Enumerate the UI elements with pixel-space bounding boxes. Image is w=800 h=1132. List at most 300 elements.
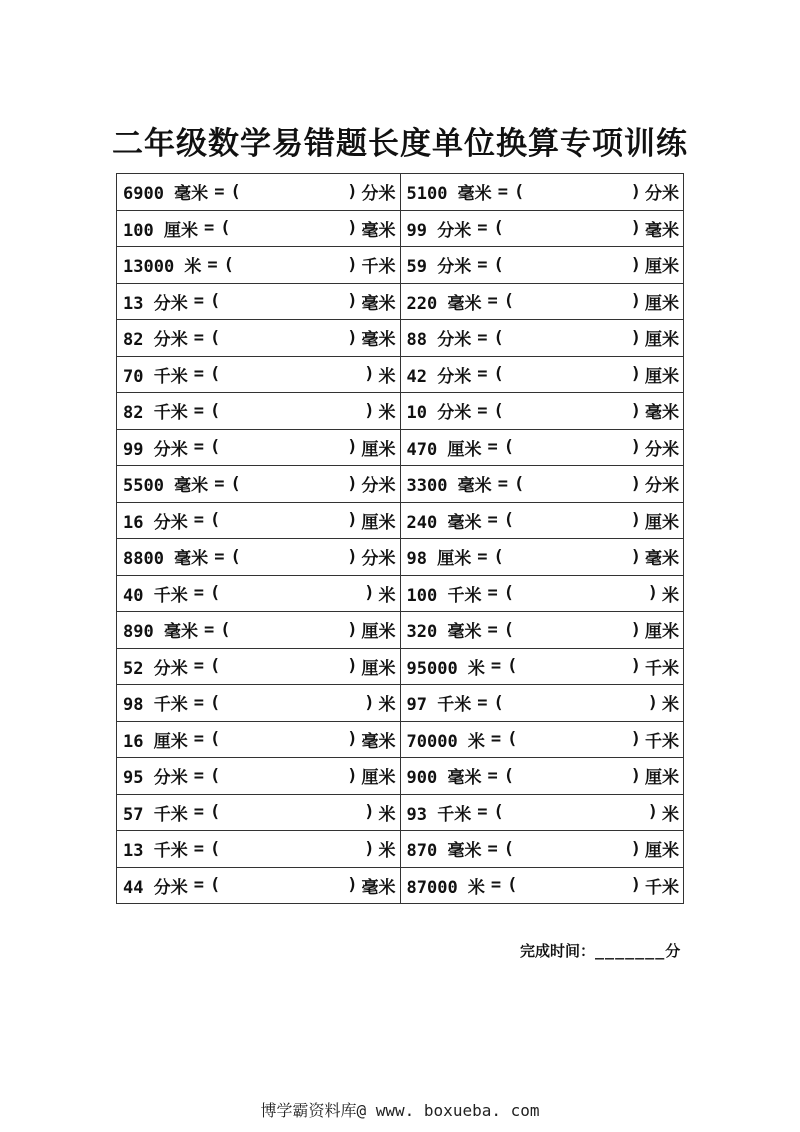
question-line (123, 873, 400, 898)
close-paren: ) (630, 254, 641, 275)
question-line (407, 800, 684, 825)
open-paren: ( (209, 364, 221, 385)
target-unit: 厘米 (645, 366, 679, 387)
conversion-question (400, 831, 684, 868)
equals-sign: = (477, 546, 488, 567)
equals-sign: = (203, 619, 215, 640)
close-paren: ) (347, 437, 358, 458)
equals-sign: = (193, 327, 204, 348)
question-line (407, 325, 684, 350)
equals-sign: = (207, 254, 218, 275)
equals-sign: = (193, 875, 204, 896)
question-quantity: 6900 毫米 (123, 184, 209, 205)
table-row (117, 247, 684, 284)
equals-sign: = (487, 437, 498, 458)
question-line (407, 654, 684, 679)
open-paren: ( (209, 327, 221, 348)
question-quantity: 470 厘米 (406, 439, 482, 460)
question-line (123, 800, 400, 825)
conversion-question (400, 429, 684, 466)
table-row (117, 794, 684, 831)
question-line (123, 179, 400, 204)
target-unit: 米 (378, 695, 396, 716)
question-line (407, 690, 684, 715)
exercise-table (116, 173, 684, 904)
conversion-question (400, 210, 684, 247)
open-paren: ( (493, 400, 504, 421)
question-line (123, 508, 400, 533)
target-unit: 毫米 (361, 877, 396, 898)
question-line (123, 836, 400, 861)
equals-sign: = (490, 875, 502, 896)
question-line (123, 289, 400, 314)
table-row (117, 320, 684, 357)
close-paren: ) (347, 181, 358, 202)
question-line (123, 544, 400, 569)
close-paren: ) (647, 802, 658, 823)
close-paren: ) (364, 400, 375, 421)
close-paren: ) (630, 838, 641, 859)
equals-sign: = (477, 327, 488, 348)
open-paren: ( (209, 291, 221, 312)
open-paren: ( (230, 546, 241, 567)
conversion-question (400, 867, 684, 904)
target-unit: 米 (378, 804, 396, 825)
table-row (117, 283, 684, 320)
close-paren: ) (630, 218, 641, 239)
open-paren: ( (230, 473, 241, 494)
open-paren: ( (493, 218, 504, 239)
question-line (123, 581, 400, 606)
target-unit: 米 (662, 695, 679, 716)
open-paren: ( (507, 656, 518, 677)
equals-sign: = (477, 218, 488, 239)
question-line (407, 544, 684, 569)
conversion-question (400, 758, 684, 795)
table-row (117, 685, 684, 722)
target-unit: 分米 (645, 439, 679, 460)
target-unit: 分米 (645, 184, 679, 205)
equals-sign: = (193, 765, 204, 786)
close-paren: ) (630, 291, 641, 312)
question-line (407, 435, 684, 460)
table-row (117, 648, 684, 685)
target-unit: 千米 (645, 877, 679, 898)
question-line (407, 362, 684, 387)
table-row (117, 831, 684, 868)
target-unit: 厘米 (645, 512, 679, 533)
equals-sign: = (193, 802, 204, 823)
close-paren: ) (364, 802, 375, 823)
close-paren: ) (347, 875, 358, 896)
question-line (407, 763, 684, 788)
table-row (117, 721, 684, 758)
close-paren: ) (630, 729, 641, 750)
equals-sign: = (193, 437, 204, 458)
open-paren: ( (493, 364, 504, 385)
question-quantity: 40 千米 (123, 585, 188, 606)
open-paren: ( (507, 875, 518, 896)
open-paren: ( (209, 656, 221, 677)
question-line (123, 362, 400, 387)
conversion-question (117, 575, 401, 612)
table-row (117, 393, 684, 430)
close-paren: ) (347, 619, 358, 640)
target-unit: 毫米 (361, 293, 396, 314)
question-quantity: 5500 毫米 (123, 476, 209, 497)
target-unit: 厘米 (361, 439, 396, 460)
question-quantity: 13 分米 (123, 293, 188, 314)
close-paren: ) (647, 692, 658, 713)
open-paren: ( (223, 254, 234, 275)
conversion-question (117, 393, 401, 430)
question-line (407, 179, 684, 204)
open-paren: ( (209, 838, 221, 859)
equals-sign: = (193, 510, 204, 531)
open-paren: ( (503, 291, 514, 312)
question-quantity: 16 厘米 (123, 731, 188, 752)
target-unit: 毫米 (361, 731, 396, 752)
equals-sign: = (193, 656, 204, 677)
target-unit: 分米 (361, 476, 396, 497)
equals-sign: = (193, 583, 204, 604)
open-paren: ( (513, 181, 525, 202)
target-unit: 毫米 (645, 403, 679, 424)
equals-sign: = (487, 619, 498, 640)
equals-sign: = (193, 400, 204, 421)
close-paren: ) (347, 656, 358, 677)
target-unit: 分米 (645, 476, 679, 497)
question-line (407, 617, 684, 642)
conversion-question (400, 320, 684, 357)
open-paren: ( (230, 181, 241, 202)
question-quantity: 240 毫米 (406, 512, 482, 533)
completion-time-label: 完成时间： (520, 942, 596, 960)
question-line (407, 581, 684, 606)
close-paren: ) (364, 364, 375, 385)
question-quantity: 42 分米 (406, 366, 472, 387)
question-quantity: 57 千米 (123, 804, 188, 825)
conversion-question (400, 648, 684, 685)
conversion-question (117, 174, 401, 211)
table-row (117, 867, 684, 904)
question-quantity: 98 千米 (123, 695, 188, 716)
target-unit: 米 (378, 841, 396, 862)
close-paren: ) (347, 546, 358, 567)
question-quantity: 100 千米 (406, 585, 482, 606)
conversion-question (117, 247, 401, 284)
equals-sign: = (497, 473, 508, 494)
close-paren: ) (630, 437, 641, 458)
question-line (407, 508, 684, 533)
question-quantity: 52 分米 (123, 658, 188, 679)
question-line (123, 435, 400, 460)
question-quantity: 59 分米 (406, 257, 472, 278)
close-paren: ) (347, 473, 358, 494)
table-row (117, 502, 684, 539)
conversion-question (117, 429, 401, 466)
question-quantity: 13000 米 (123, 257, 202, 278)
open-paren: ( (209, 875, 221, 896)
question-quantity: 900 毫米 (406, 768, 482, 789)
target-unit: 厘米 (645, 841, 679, 862)
equals-sign: = (497, 181, 508, 202)
conversion-question (117, 539, 401, 576)
target-unit: 米 (378, 403, 396, 424)
conversion-question (117, 502, 401, 539)
question-line (407, 836, 684, 861)
open-paren: ( (503, 583, 514, 604)
conversion-question (400, 247, 684, 284)
open-paren: ( (503, 437, 514, 458)
open-paren: ( (503, 838, 514, 859)
conversion-question (400, 794, 684, 831)
open-paren: ( (209, 802, 221, 823)
completion-time-unit: 分 (665, 942, 681, 960)
question-quantity: 82 千米 (123, 403, 188, 424)
question-line (407, 398, 684, 423)
close-paren: ) (347, 218, 358, 239)
close-paren: ) (347, 729, 358, 750)
close-paren: ) (347, 765, 358, 786)
target-unit: 米 (378, 366, 396, 387)
target-unit: 厘米 (645, 768, 679, 789)
equals-sign: = (214, 546, 225, 567)
table-row (117, 575, 684, 612)
close-paren: ) (630, 656, 641, 677)
target-unit: 千米 (645, 658, 679, 679)
conversion-question (400, 356, 684, 393)
question-quantity: 99 分米 (406, 220, 472, 241)
close-paren: ) (630, 546, 641, 567)
conversion-question (400, 685, 684, 722)
target-unit: 厘米 (361, 512, 396, 533)
open-paren: ( (209, 729, 221, 750)
open-paren: ( (209, 583, 221, 604)
close-paren: ) (364, 583, 375, 604)
conversion-question (400, 539, 684, 576)
conversion-question (117, 356, 401, 393)
equals-sign: = (203, 218, 215, 239)
conversion-question (117, 466, 401, 503)
table-row (117, 429, 684, 466)
question-quantity: 97 千米 (406, 695, 472, 716)
open-paren: ( (209, 765, 221, 786)
question-quantity: 70000 米 (406, 731, 485, 752)
table-row (117, 174, 684, 211)
open-paren: ( (503, 765, 514, 786)
question-line (123, 617, 400, 642)
conversion-question (400, 466, 684, 503)
table-row (117, 466, 684, 503)
question-line (407, 289, 684, 314)
open-paren: ( (493, 802, 504, 823)
target-unit: 千米 (361, 257, 396, 278)
question-quantity: 870 毫米 (406, 841, 482, 862)
question-quantity: 320 毫米 (406, 622, 482, 643)
equals-sign: = (490, 656, 502, 677)
table-row (117, 539, 684, 576)
equals-sign: = (193, 729, 204, 750)
table-row (117, 758, 684, 795)
target-unit: 米 (662, 585, 679, 606)
open-paren: ( (507, 729, 518, 750)
target-unit: 千米 (645, 731, 679, 752)
close-paren: ) (347, 327, 358, 348)
equals-sign: = (477, 802, 488, 823)
open-paren: ( (493, 546, 504, 567)
conversion-question (400, 721, 684, 758)
conversion-question (117, 612, 401, 649)
target-unit: 毫米 (361, 330, 396, 351)
question-line (407, 727, 684, 752)
conversion-question (400, 612, 684, 649)
close-paren: ) (347, 510, 358, 531)
conversion-question (400, 575, 684, 612)
question-line (123, 763, 400, 788)
equals-sign: = (193, 364, 204, 385)
question-quantity: 98 厘米 (406, 549, 472, 570)
open-paren: ( (209, 400, 221, 421)
open-paren: ( (209, 692, 221, 713)
equals-sign: = (487, 291, 498, 312)
completion-time-blank[interactable]: _______ (595, 942, 666, 960)
conversion-question (117, 867, 401, 904)
conversion-question (400, 393, 684, 430)
conversion-question (400, 174, 684, 211)
equals-sign: = (490, 729, 502, 750)
question-line (123, 325, 400, 350)
question-quantity: 8800 毫米 (123, 549, 209, 570)
question-line (407, 873, 684, 898)
equals-sign: = (193, 838, 204, 859)
open-paren: ( (209, 437, 221, 458)
close-paren: ) (630, 765, 641, 786)
question-quantity: 100 厘米 (123, 220, 198, 241)
table-row (117, 210, 684, 247)
open-paren: ( (503, 510, 514, 531)
target-unit: 分米 (361, 549, 396, 570)
close-paren: ) (364, 692, 375, 713)
close-paren: ) (347, 291, 358, 312)
question-quantity: 87000 米 (406, 877, 485, 898)
conversion-question (117, 685, 401, 722)
close-paren: ) (630, 181, 641, 202)
target-unit: 分米 (361, 184, 396, 205)
question-line (123, 252, 400, 277)
target-unit: 厘米 (645, 293, 679, 314)
conversion-question (117, 758, 401, 795)
equals-sign: = (214, 181, 225, 202)
equals-sign: = (214, 473, 225, 494)
close-paren: ) (630, 327, 641, 348)
question-quantity: 5100 毫米 (406, 184, 492, 205)
conversion-question (400, 283, 684, 320)
open-paren: ( (209, 510, 221, 531)
equals-sign: = (487, 838, 498, 859)
question-quantity: 10 分米 (406, 403, 472, 424)
watermark-text: 博学霸资料库@ www. boxueba. com (260, 1101, 540, 1120)
open-paren: ( (220, 218, 231, 239)
question-quantity: 16 分米 (123, 512, 188, 533)
question-line (123, 727, 400, 752)
close-paren: ) (630, 473, 641, 494)
conversion-question (117, 721, 401, 758)
open-paren: ( (493, 327, 504, 348)
question-line (123, 216, 400, 241)
question-line (123, 654, 400, 679)
close-paren: ) (630, 619, 641, 640)
target-unit: 毫米 (361, 220, 396, 241)
equals-sign: = (193, 291, 204, 312)
close-paren: ) (647, 583, 658, 604)
conversion-question (117, 794, 401, 831)
open-paren: ( (503, 619, 514, 640)
question-line (123, 471, 400, 496)
conversion-question (117, 283, 401, 320)
question-line (407, 216, 684, 241)
conversion-question (117, 648, 401, 685)
conversion-question (117, 831, 401, 868)
target-unit: 毫米 (645, 220, 679, 241)
open-paren: ( (220, 619, 231, 640)
question-quantity: 44 分米 (123, 877, 188, 898)
equals-sign: = (477, 400, 488, 421)
equals-sign: = (477, 692, 488, 713)
exercise-rows (117, 174, 684, 904)
question-line (123, 690, 400, 715)
close-paren: ) (630, 364, 641, 385)
close-paren: ) (630, 875, 641, 896)
question-line (407, 471, 684, 496)
question-quantity: 70 千米 (123, 366, 188, 387)
table-row (117, 356, 684, 393)
target-unit: 米 (378, 585, 396, 606)
open-paren: ( (493, 692, 504, 713)
equals-sign: = (477, 364, 488, 385)
page-title: 二年级数学易错题长度单位换算专项训练 (112, 126, 688, 162)
question-quantity: 88 分米 (406, 330, 472, 351)
equals-sign: = (487, 583, 498, 604)
close-paren: ) (364, 838, 375, 859)
conversion-question (117, 320, 401, 357)
question-quantity: 99 分米 (123, 439, 188, 460)
open-paren: ( (493, 254, 504, 275)
conversion-question (117, 210, 401, 247)
question-quantity: 82 分米 (123, 330, 188, 351)
question-quantity: 890 毫米 (123, 622, 198, 643)
question-quantity: 95 分米 (123, 768, 188, 789)
question-quantity: 93 千米 (406, 804, 472, 825)
question-quantity: 3300 毫米 (406, 476, 492, 497)
close-paren: ) (630, 400, 641, 421)
close-paren: ) (630, 510, 641, 531)
question-quantity: 13 千米 (123, 841, 188, 862)
question-quantity: 220 毫米 (406, 293, 482, 314)
equals-sign: = (477, 254, 488, 275)
equals-sign: = (487, 765, 498, 786)
question-line (407, 252, 684, 277)
question-line (123, 398, 400, 423)
question-quantity: 95000 米 (406, 658, 485, 679)
equals-sign: = (487, 510, 498, 531)
target-unit: 米 (662, 804, 679, 825)
target-unit: 毫米 (645, 549, 679, 570)
completion-time (520, 940, 680, 961)
target-unit: 厘米 (645, 257, 679, 278)
conversion-question (400, 502, 684, 539)
target-unit: 厘米 (645, 330, 679, 351)
